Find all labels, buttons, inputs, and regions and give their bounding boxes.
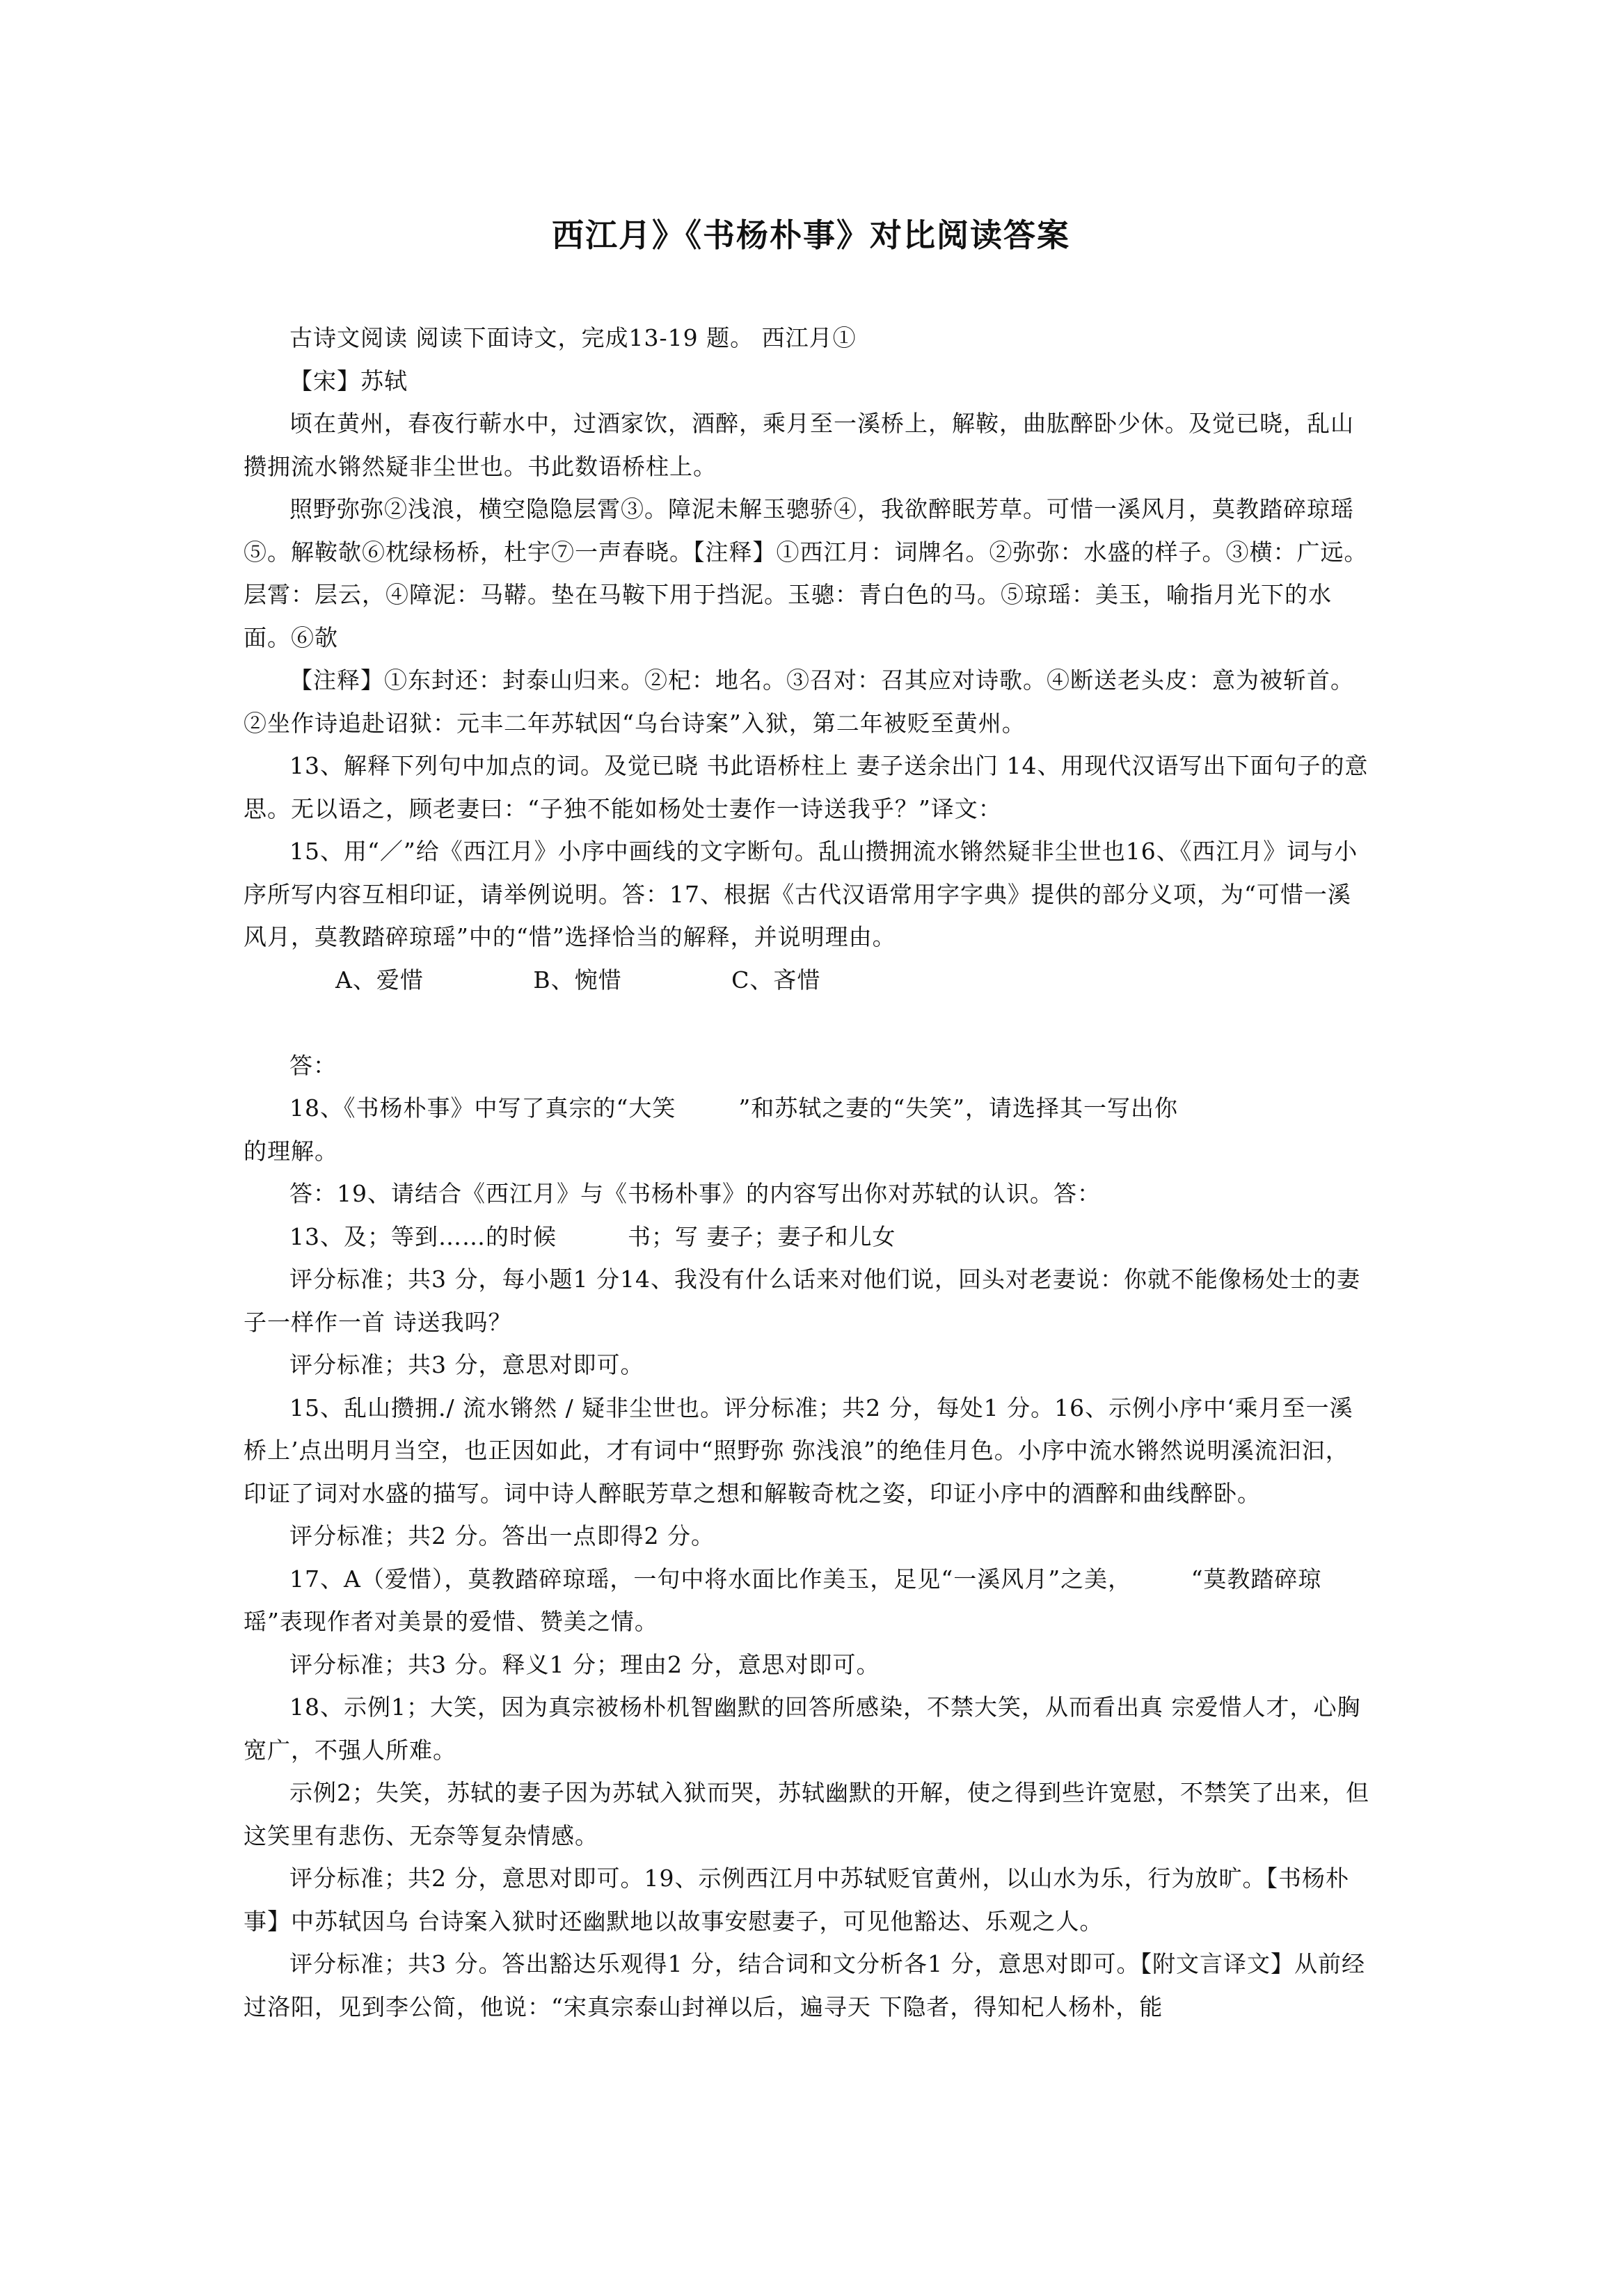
paragraph: 15、用“／”给《西江月》小序中画线的文字断句。乱山攒拥流水锵然疑非尘世也16、《西江月》词与小序所写内容互相印证，请举例说明。答：17、根据《古代汉语常用字字典》提供的部分义项，为“可惜一溪风月，莫教踏碎琼瑶”中的“惜”选择恰当的解释，并说明理由。: [244, 838, 1358, 950]
answer-paragraph: 评分标准；共3 分。答出豁达乐观得1 分，结合词和文分析各1 分，意思对即可。【附文言译文】从前经过洛阳，见到李公简，他说：“宋真宗泰山封禅以后，遍寻天 下隐者，得知杞人杨朴，能: [244, 1950, 1365, 2020]
paragraph: 13、解释下列句中加点的词。及觉已晓 书此语桥柱上 妻子送余出门 14、用现代汉语写出下面句子的意思。无以语之，顾老妻曰：“子独不能如杨处士妻作一诗送我乎？”译文：: [244, 752, 1369, 822]
answer-label: 答：: [289, 1051, 337, 1079]
answer-paragraph: 13、及；等到……的时候 书；写 妻子；妻子和儿女: [289, 1222, 896, 1250]
answer-paragraph: 17、A（爱惜），莫教踏碎琼瑶，一句中将水面比作美玉，足见“一溪风月”之美， “莫教踏碎琼瑶”表现作者对美景的爱惜、赞美之情。: [244, 1565, 1322, 1635]
paragraph: 顷在黄州，春夜行蕲水中，过酒家饮，酒醉，乘月至一溪桥上，解鞍，曲肱醉卧少休。及觉已晓，乱山攒拥流水锵然疑非尘世也。书此数语桥柱上。: [244, 410, 1354, 480]
answer-paragraph: 评分标准；共3 分，意思对即可。: [289, 1351, 644, 1378]
answer-paragraph: 评分标准；共2 分。答出一点即得2 分。: [289, 1522, 715, 1549]
answer-paragraph: 评分标准；共3 分，每小题1 分14、我没有什么话来对他们说，回头对老妻说：你就不能像杨处士的妻子一样作一首 诗送我吗？: [244, 1266, 1360, 1336]
answer-paragraph: 18、示例1；大笑，因为真宗被杨朴机智幽默的回答所感染，不禁大笑，从而看出真 宗爱惜人才，心胸宽广，不强人所难。: [244, 1693, 1361, 1764]
choice-b: B、惋惜: [533, 966, 622, 994]
answer-paragraph: 示例2；失笑，苏轼的妻子因为苏轼入狱而哭，苏轼幽默的开解，使之得到些许宽慰，不禁笑了出来，但这笑里有悲伤、无奈等复杂情感。: [244, 1779, 1369, 1849]
document-body: [244, 317, 1371, 2028]
paragraph: 照野弥弥②浅浪，横空隐隐层霄③。障泥未解玉骢骄④，我欲醉眠芳草。可惜一溪风月，莫教踏碎琼瑶⑤。解鞍欹⑥枕绿杨桥，杜宇⑦一声春晓。【注释】①西江月：词牌名。②弥弥：水盛的样子。③横：广远。层霄：层云，④障泥：马鞯。垫在马鞍下用于挡泥。玉骢：青白色的马。⑤琼瑶：美玉，喻指月光下的水面。⑥欹: [244, 495, 1368, 651]
question-18: [244, 1087, 1371, 1130]
choice-list: [244, 959, 1371, 1002]
question-18-part1: 18、《书杨朴事》中写了真宗的“大笑: [289, 1094, 676, 1122]
document-title: 西江月》《书杨朴事》对比阅读答案: [552, 216, 1070, 254]
answer-paragraph: 答：19、请结合《西江月》与《书杨朴事》的内容写出你对苏轼的认识。答：: [289, 1180, 1101, 1207]
choice-c: C、吝惜: [731, 966, 821, 994]
paragraph: 古诗文阅读 阅读下面诗文，完成13-19 题。 西江月①: [289, 324, 857, 351]
answer-paragraph: 评分标准；共2 分，意思对即可。19、示例西江月中苏轼贬官黄州，以山水为乐，行为放旷。【书杨朴事】中苏轼因乌 台诗案入狱时还幽默地以故事安慰妻子，可见他豁达、乐观之人。: [244, 1865, 1349, 1935]
choice-a: A、爱惜: [335, 966, 424, 994]
question-18-part3: 的理解。: [244, 1137, 338, 1165]
paragraph: 【注释】①东封还：封泰山归来。②杞：地名。③召对：召其应对诗歌。④断送老头皮：意为被斩首。②坐作诗追赴诏狱：元丰二年苏轼因“乌台诗案”入狱，第二年被贬至黄州。: [244, 667, 1354, 737]
paragraph: 【宋】苏轼: [289, 367, 408, 394]
answer-paragraph: 15、乱山攒拥./ 流水锵然 / 疑非尘世也。评分标准；共2 分，每处1 分。16、示例小序中‘乘月至一溪桥上’点出明月当空，也正因如此，才有词中“照野弥 弥浅浪”的绝佳月色。小序中流水锵然说明溪流汩汩，印证了词对水盛的描写。词中诗人醉眠芳草之想和解鞍奇枕之姿，印证小序中的酒醉和曲线醉卧。: [244, 1394, 1353, 1507]
question-18-part2: ”和苏轼之妻的“失笑”，请选择其一写出你: [738, 1094, 1178, 1122]
answer-paragraph: 评分标准；共3 分。释义1 分；理由2 分，意思对即可。: [289, 1650, 880, 1678]
